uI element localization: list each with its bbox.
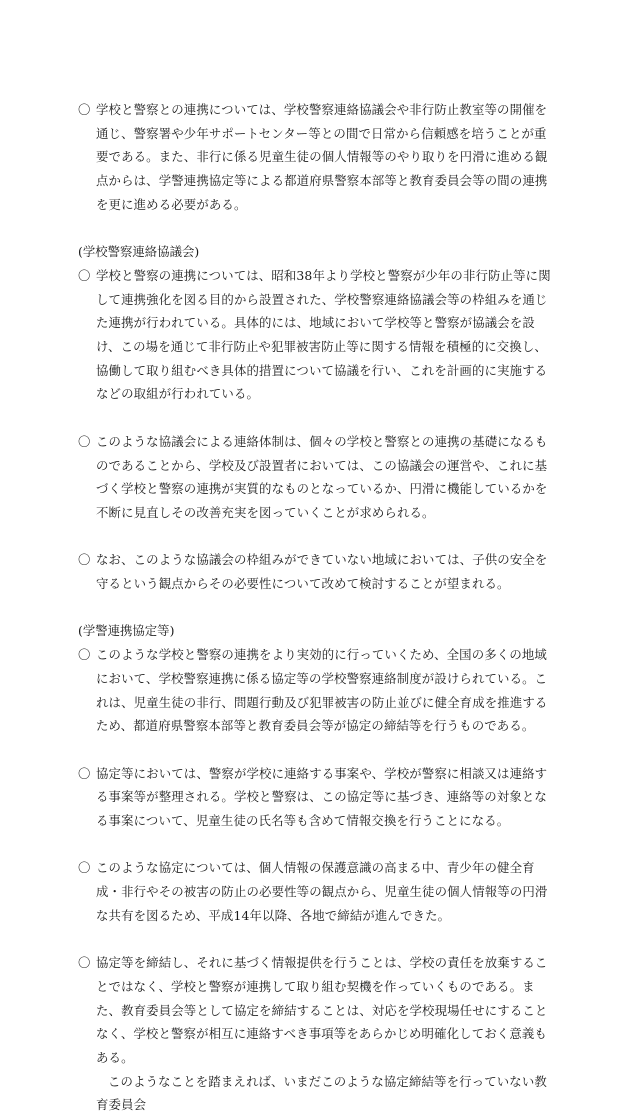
bullet-mark: 〇: [78, 267, 91, 283]
paragraph-text: このような学校と警察の連携をより実効的に行っていくため、全国の多くの地域において、学校警察連携に係る協定等の学校警察連絡制度が設けられている。これは、児童生徒の非行、問題行動及び犯罪被害の防止並びに健全育成を推進するため、都道府県警察本部等と教育委員会等が協定の締結等を行うものである。: [96, 647, 548, 734]
bullet-mark: 〇: [78, 955, 91, 971]
bullet-mark: 〇: [78, 860, 91, 876]
agreement-paragraph-2: [78, 762, 554, 833]
section-heading-cooperation-agreement: (学警連携協定等): [78, 623, 175, 639]
paragraph-text: 協定等においては、警察が学校に連絡する事案や、学校が警察に相談又は連絡する事案等が整理される。学校と警察は、この協定等に基づき、連絡等の対象となる事案について、児童生徒の氏名等も含めて情報交換を行うことになる。: [96, 765, 548, 829]
council-paragraph-2: [78, 430, 554, 525]
intro-paragraph: [78, 98, 554, 217]
agreement-paragraph-3: [78, 856, 554, 927]
council-paragraph-1: [78, 264, 554, 406]
bullet-mark: 〇: [78, 102, 91, 117]
paragraph-text: 学校と警察の連携については、昭和38年より学校と警察が少年の非行防止等に関して連携強化を図る目的から設置された、学校警察連絡協議会等の枠組みを通じた連携が行われている。具体的には、地域において学校等と警察が協議会を設け、この場を通じて非行防止や犯罪被害防止等に関する情報を積極的に交換し、協働して取り組むべき具体的措置について協議を行い、これを計画的に実施するなどの取組が行われている。: [96, 267, 551, 402]
bullet-mark: 〇: [78, 647, 91, 663]
bullet-mark: 〇: [78, 552, 91, 568]
paragraph-text: このような協定については、個人情報の保護意識の高まる中、青少年の健全育成・非行やその被害の防止の必要性等の観点から、児童生徒の個人情報等の円滑な共有を図るため、平成14年以降、各地で締結が進んできた。: [96, 860, 548, 923]
council-paragraph-3: [78, 548, 554, 595]
paragraph-text: 学校と警察との連携については、学校警察連絡協議会や非行防止教室等の開催を通じ、警察署や少年サポートセンター等との間で日常から信頼感を培うことが重要である。また、非行に係る児童生徒の個人情報等のやり取りを円滑に進める観点からは、学警連携協定等による都道府県警察本部等と教育委員会等の間の連携を更に進める必要がある。: [96, 102, 548, 212]
paragraph-text: なお、このような協議会の枠組みができていない地域においては、子供の安全を守るという観点からその必要性について改めて検討することが望まれる。: [96, 552, 548, 592]
document-body: [78, 98, 554, 1117]
bullet-mark: 〇: [78, 433, 91, 449]
bullet-mark: 〇: [78, 765, 91, 781]
paragraph-text: このような協議会による連絡体制は、個々の学校と警察との連携の基礎になるものであることから、学校及び設置者においては、この協議会の運営や、これに基づく学校と警察の連携が実質的なものとなっているか、円滑に機能しているかを不断に見直しその改善充実を図っていくことが求められる。: [96, 433, 548, 520]
paragraph-text: 協定等を締結し、それに基づく情報提供を行うことは、学校の責任を放棄することではなく、学校と警察が連携して取り組む契機を作っていくものである。また、教育委員会等として協定を締結することは、対応を学校現場任せにすることなく、学校と警察が相互に連絡すべき事項等をあらかじめ明確化しておく意義もある。: [96, 955, 548, 1066]
agreement-paragraph-4: [78, 951, 554, 1117]
agreement-paragraph-1: [78, 643, 554, 738]
section-heading-liaison-council: (学校警察連絡協議会): [78, 244, 200, 260]
continuation-text: このようなことを踏まえれば、いまだこのような協定締結等を行っていない教育委員会: [96, 1073, 547, 1113]
